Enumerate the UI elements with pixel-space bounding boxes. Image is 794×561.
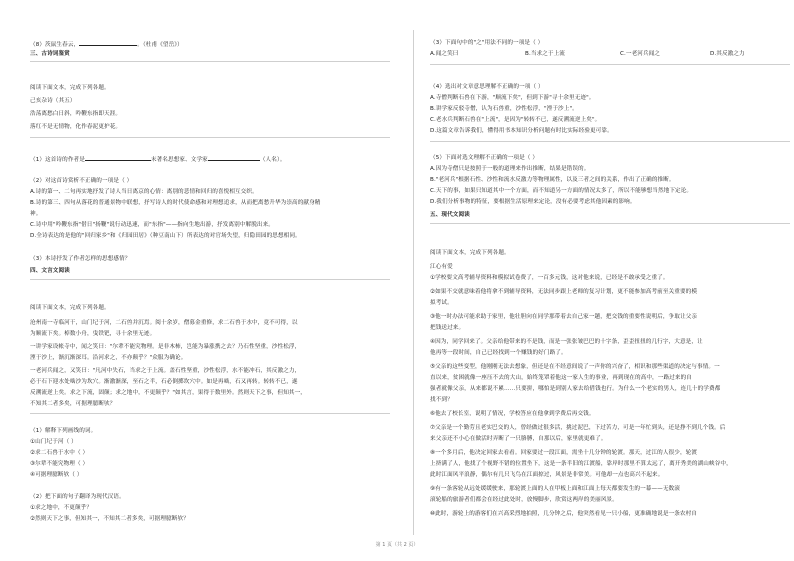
paragraph: ⑥他去了校长室，说明了情况，学校答应在他拿到学费后再交钱。: [430, 411, 595, 417]
paragraph: ⑩此时，游轮上的游客们在兴高采烈地拍照，几分钟之后，他突然看见一只小船，更准确地说是一条农村自: [430, 511, 698, 517]
question-4-stem: （1）解释下列画线的词。: [30, 428, 97, 434]
paragraph: ②如果不交就意味着他将拿不到辅导资料，无法同步跟上老师的复习计划，更不能参加高考前至关重要的模: [430, 289, 698, 295]
question-r4-option-d: D.这篇文章告诉我们，懂得用书本知识分析问题有时比实际经验更可靠。: [430, 128, 613, 134]
question-r4-stem: （4）选出对文章意思理解不正确的一项（ ）: [430, 84, 544, 90]
section-title-poetry: 三、古诗词鉴赏: [30, 51, 70, 57]
section-rule: [430, 141, 790, 142]
paragraph: ⑧一个多月后，他决定回家去看看。回家要过一段江面，需坐十几分钟的轮渡。那天，过江的人很少，轮渡: [430, 450, 698, 456]
question-r4-option-c: C.老水兵判断石兽在"上流"，是因为"转转不已，遂反溯流逆上矣"。: [430, 117, 601, 123]
question-2-option-d: D.全诗表达的是他的"回归家乡"和《归园田居》（种豆南山下）所表达的对官场失望，归隐田园的思想相同。: [30, 233, 301, 239]
q1-middle: 末著名思想家、文学家: [150, 157, 208, 163]
option-b: B.当求之于上流: [525, 51, 565, 57]
text-intro: 阅读下面文本，完成下列各题。: [430, 250, 510, 256]
answer-blank: [85, 155, 151, 161]
poem-line-2: 落红不是无情物，化作春泥更护花。: [30, 124, 122, 130]
q8-prefix: （8）茨鼠生春云，: [30, 42, 80, 48]
question-4-item: ①山门圮于河（ ）: [30, 439, 77, 445]
section-rule: [30, 413, 390, 414]
passage-line: 一讲学家设帐寺中，闻之笑曰："尔辈不能究物理。是非木柿，岂能为暴涨携之去？乃石性坚重，沙性松浮，: [30, 344, 301, 350]
paragraph: 他再等一段时间，自己已经找到一个赚钱的好门路了。: [430, 350, 567, 356]
passage-line: 为顺流下矣。棹数小舟，曳铁钯，寻十余里无迹。: [30, 331, 156, 337]
question-3-stem: （3）本诗抒发了作者怎样的思想感情？: [30, 256, 131, 262]
fill-blank-q8: [30, 40, 183, 49]
question-r5-option-d: D.我们分析事物的特征，要根据生活原理来定论，没有必要考虑其他因素的影响。: [430, 199, 636, 205]
passage-intro: 阅读下面文本，完成下列各题。: [30, 305, 110, 311]
question-r4-option-b: B.讲学家反驳寺僧，认为石兽重，沙性松浮，"湮于沙上"。: [430, 106, 578, 112]
paragraph: 拟考试。: [430, 300, 453, 306]
question-r4-option-a: A.寺僧判断石兽在下游，"顺流下矣"，但到下游"寻十余里无迹"。: [430, 95, 595, 101]
passage-line: 沧州南一寺临河干，山门圮于河，二石兽并沉焉。阅十余岁，僧募金重修，求二石兽于水中，竟不可得，以: [30, 320, 298, 326]
paragraph: 滚轮船的旅游者们都会在经过此处时，放慢脚步，欣赏这两岸的美丽风景。: [430, 497, 618, 503]
question-2-stem: （2）对这首诗赏析不正确的一项是（ ）: [30, 178, 133, 184]
paragraph: 强者就像父亲，从来都说不累……只要拼，哪怕是到别人家去给借钱也行。为什么一个老实的男人，连几十的学费都: [430, 386, 721, 392]
section-rule: [430, 64, 790, 65]
passage-line: 一老河兵闻之，又笑曰："凡河中失石，当求之于上流。盖石性坚重，沙性松浮，水不能冲石，其反激之力，: [30, 368, 301, 374]
paragraph: 把钱送过来。: [430, 325, 465, 331]
passage-line: 反溯流逆上矣。求之下流，固颠；求之地中，不更颠乎？"如其言，果得于数里外。然则天下之事，但知其一，: [30, 390, 306, 396]
q1-suffix: （人名）。: [259, 157, 286, 163]
passage-line: 不知其二者多矣，可据理臆断欤？: [30, 401, 116, 407]
section-rule: [30, 61, 390, 62]
question-2-option-a: A.诗的第一、二句再实地抒发了诗人当日离京的心情：离别的悲情和回归的喜悦相互交织。: [30, 189, 258, 195]
passage-line: 湮于沙上，渐沉渐深耳。沿河求之，不亦颠乎？"众服为确论。: [30, 355, 187, 361]
question-5-item: ①求之地中，不更颠乎？: [30, 505, 93, 511]
poem-intro: 阅读下面文本，完成下列各题。: [30, 85, 110, 91]
passage-line: 必于石下迎水处啮沙为坎穴。渐激渐深，至石之半，石必倒掷坎穴中。如是再啮，石又再转。转转不已，遂: [30, 379, 298, 385]
question-r3-stem: （3）下面句中的"之"用法不同的一项是（ ）: [430, 40, 544, 46]
question-2-option-c: C.诗中用"吟鞭东指"借日"扬鞭"说行动迅速，而"东指"——指向生地出游，抒发离别中解脱出来。: [30, 222, 274, 228]
option-a: A.闻之笑曰: [430, 51, 459, 57]
question-r5-stem: （5）下面对选文理解不正确的一项是（ ）: [430, 155, 539, 161]
paragraph: ⑤父亲的这些变型，他刚刚无法去想象，但还是在不经意间说了一声你的兴奋了，相识和那些渠道的决定与事情。一: [430, 364, 720, 370]
paragraph: ①学校要文高考辅导资料和模拟试卷费了，一百多元钱，这对他来说，已经是不敢承受之重了。: [430, 275, 669, 281]
question-1: [30, 155, 286, 164]
question-4-item: ④可据理臆断欤（ ）: [30, 472, 83, 478]
text-title: 江心有爱: [430, 264, 453, 270]
page-footer: 第 1 页（共 2 页）: [375, 542, 419, 548]
poem-line-1: 浩荡离愁白日斜，吟鞭东指即天涯。: [30, 111, 122, 117]
paragraph: ⑨有一条客轮从远处缓缓驶来，那轮渡上面的人在甲板上面和江面上每天都要发生的一幕——无数滚: [430, 486, 680, 492]
question-2-option-b: B.诗的第三、四句从落花的普通景物中联想，抒写诗人的时代使命感和对理想追求，从而把离愁升华为崇高的献身精: [30, 200, 321, 206]
section-rule: [430, 223, 790, 224]
answer-blank: [79, 40, 137, 46]
question-r5-option-a: A.因为寺僧只是按照于一般的道理来作出推断，结果是错误的。: [430, 166, 590, 172]
question-5-item: ②然则天下之事，但知其一，不知其二者多矣，可据理臆断欤？: [30, 516, 189, 522]
paragraph: 找不到？: [430, 397, 453, 403]
option-c: C.一老河兵闻之: [620, 51, 661, 57]
question-r5-option-b: B."老河兵"根据石性、沙性和流水反激力等物理属性，以及三者之间的关系，作出了正确的推断。: [430, 177, 675, 183]
paragraph: ③他一时办法可能求助于家里，他壮胆向在同学那带着去自己家一趟，把交钱的重要性说明后，争取让父亲: [430, 314, 698, 320]
poem-title: 己亥杂诗（其五）: [30, 98, 76, 104]
q1-prefix: （1）这首诗的作者是: [30, 157, 85, 163]
paragraph: 来父亲还不小心在做活时弄断了一只胳膊，自那以后，家里就更难了。: [430, 436, 607, 442]
paragraph: ⑦父亲是一个勤劳且老实巴交的人，曾经做过很多活，挑过泥巴，下过苦力，可是一年忙到头，还是挣不到几个钱。后: [430, 425, 726, 431]
section-title-modern: 五、现代文阅读: [430, 212, 470, 218]
question-4-item: ②求二石兽于水中（ ）: [30, 450, 89, 456]
section-rule: [30, 279, 390, 280]
section-rule: [30, 137, 390, 138]
question-r5-option-c: C.天下的事，如果只知道其中一个方面，而不知道另一方面的情况太多了，所以不能够想当然地下定论。: [430, 188, 693, 194]
paragraph: 此时江面风平浪静，偶尔有几只飞鸟在江面掠过，风景是非常美。可他却一点也高兴不起来。: [430, 472, 664, 478]
option-d: D.其反激之力: [710, 51, 745, 57]
paragraph: 上挤满了人，他找了个视野不错的位置坐下，这是一条半旧的江渡船，靠岸时那里不算太远了，离开秀美的湖山峡谷中，: [430, 461, 732, 467]
paragraph: 直以来，贫困就像一座压不去的大山，始终笼罩着他这一家人生的事业，再到现在的高中，一路过来的自: [430, 375, 692, 381]
question-2-option-b-cont: 神。: [30, 211, 42, 217]
answer-blank: [208, 155, 260, 161]
question-4-item: ③尔辈不能究物理（ ）: [30, 461, 89, 467]
question-5-stem: （2）把下面的句子翻译为现代汉语。: [30, 494, 125, 500]
q8-suffix: 。（杜甫《望岳》）: [137, 42, 183, 48]
paragraph: ④因为，同学回来了。父亲给他带来的不是钱，而是一张张皱巴巴的十字条，歪歪扭扭的几行字，大意是，让: [430, 339, 703, 345]
section-title-classical: 四、文言文阅读: [30, 268, 70, 274]
column-divider: [413, 30, 414, 535]
